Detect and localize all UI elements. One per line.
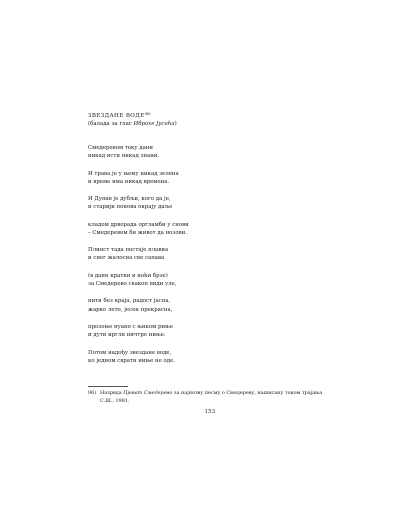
footnote-number: 96) bbox=[88, 390, 97, 396]
verse-line: И трава је у њему никад зелена bbox=[88, 170, 179, 177]
stanza bbox=[88, 144, 348, 160]
footnote bbox=[88, 390, 348, 405]
subtitle-singer-name: Ибрахе Јусића bbox=[133, 121, 175, 128]
verse-line: и дути ирглн ничтре ниње. bbox=[88, 332, 166, 339]
poem-title-line bbox=[88, 110, 348, 120]
footnote-line-1 bbox=[88, 390, 348, 398]
footnote-text-suffix: за најнозву песму о Смедереву, нашисану током трајања bbox=[172, 390, 323, 396]
stanza bbox=[88, 170, 348, 186]
stanza bbox=[88, 221, 348, 237]
verse-line: (в данн кратки и ноћи брзе) bbox=[88, 272, 168, 279]
poem-title: ЗВЕЗДАНЕ ВОДЕ bbox=[88, 113, 145, 120]
verse-line: кладом дрворада оргламби у снови bbox=[88, 221, 189, 228]
title-footnote-ref: 96) bbox=[144, 112, 151, 116]
footnote-text-prefix: Назрвда bbox=[100, 390, 124, 396]
footnote-divider bbox=[88, 386, 128, 387]
stanza bbox=[88, 272, 348, 288]
verse-line: жарко лето, јесен прекрасна, bbox=[88, 306, 173, 313]
subtitle-suffix: ) bbox=[174, 121, 177, 128]
stanza bbox=[88, 195, 348, 211]
verse-line: и време има никад времена. bbox=[88, 178, 170, 185]
verse-line: Потом надођу звездане воде, bbox=[88, 349, 172, 356]
verse-line: ко једном сврати ниње не оде. bbox=[88, 357, 175, 364]
verse-line: нити без краја, радост јасна, bbox=[88, 298, 171, 305]
stanza bbox=[88, 297, 348, 313]
verse-line: И Дунав је дубљи, кого да је, bbox=[88, 196, 171, 203]
footnote-text-italic: Пјеват Смедерево bbox=[123, 390, 173, 396]
verse-line: за Смедерево свакоп види уле, bbox=[88, 280, 177, 287]
poem-heading bbox=[88, 110, 348, 128]
verse-line: Смедеревом теку дани bbox=[88, 145, 153, 151]
poem-subtitle bbox=[88, 120, 348, 128]
verse-line: и снег жалосна све сапава bbox=[88, 255, 165, 262]
verse-line: Плинст тада постаје плавиа bbox=[88, 247, 169, 254]
stanza bbox=[88, 349, 348, 365]
poem-body bbox=[88, 144, 348, 374]
verse-line: и старији понова окрају даље bbox=[88, 204, 173, 211]
stanza bbox=[88, 323, 348, 339]
verse-line: – Смедеревом би живот да нозови. bbox=[88, 229, 187, 236]
footnote-line-2: С.Ш., 1981. bbox=[100, 397, 130, 404]
stanza bbox=[88, 246, 348, 262]
verse-line: прозоње нуано с њиком риње bbox=[88, 324, 173, 331]
subtitle-prefix: (балада за глас bbox=[88, 121, 134, 128]
page-number: 153 bbox=[204, 409, 216, 415]
verse-line: никад исти никад знани. bbox=[88, 153, 160, 160]
